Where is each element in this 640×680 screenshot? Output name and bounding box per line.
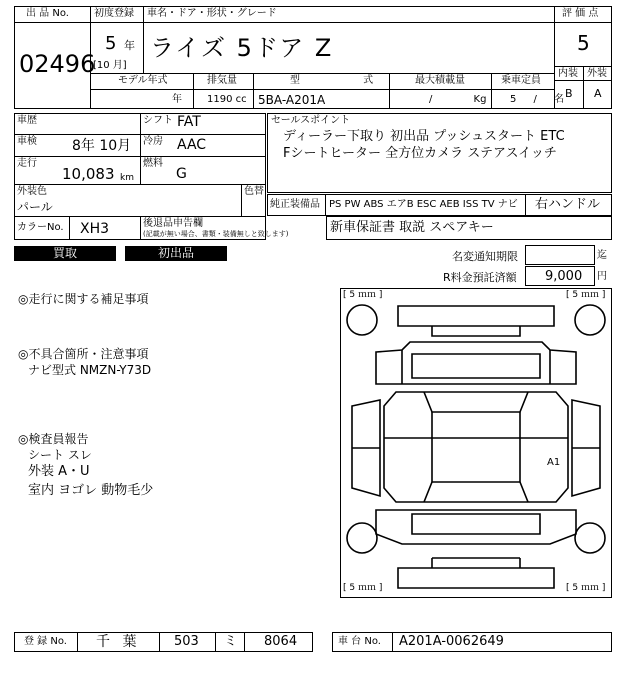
tire-depth-rear-right: [ 5 ｍｍ ] [566, 583, 606, 593]
wheel-front-right [575, 305, 605, 335]
interior-label: 内装 [558, 68, 578, 79]
mileage-label: 走行 [17, 158, 37, 169]
car-outline-diagram [340, 288, 612, 598]
car-name-label: 車名・ドア・形状・グレード [147, 8, 277, 19]
shift-value: FAT [177, 114, 201, 130]
type-value: 5BA-A201A [258, 93, 326, 107]
inspection-label: 車検 [17, 136, 37, 147]
rear-bumper [398, 568, 554, 588]
lot-label: 出 品 No. [26, 8, 69, 19]
rear-view [376, 510, 576, 544]
inspector-report-line2: 外装 A・U [28, 464, 90, 479]
exterior-label: 外装 [587, 68, 607, 79]
model-year-unit: 年 [172, 94, 182, 105]
tire-depth-rear-left: [ 5 ｍｍ ] [343, 583, 383, 593]
documents-value: 新車保証書 取説 スペアキー [330, 220, 494, 235]
max-load-label: 最大積載量 [415, 75, 465, 86]
aftermarket-label: 後退品申告欄 [143, 218, 203, 229]
sales-point-line1: ディーラー下取り 初出品 プッシュスタート ETC [283, 129, 565, 144]
sales-point-label: セールスポイント [271, 115, 351, 126]
wheel-front-left [347, 305, 377, 335]
exterior-grade: A [594, 87, 602, 100]
history-label: 車歴 [17, 115, 37, 126]
defect-notes-label: ◎不具合箇所・注意事項 [18, 347, 149, 361]
damage-mark-a1: A1 [547, 457, 561, 468]
registration-number: 8064 [264, 634, 298, 649]
color-value: パール [17, 200, 53, 214]
chassis-number: A201A-0062649 [399, 634, 504, 649]
recycle-label: R料金預託済額 [443, 271, 517, 284]
registration-kana: ミ [224, 634, 238, 649]
first-reg-year-unit: 年 [124, 39, 135, 52]
inspector-report-label: ◎検査員報告 [18, 432, 89, 446]
front-bumper [398, 306, 554, 326]
first-reg-month: [10 月] [93, 60, 127, 71]
tire-depth-front-left: [ 5 ｍｍ ] [343, 290, 383, 300]
chassis-label: 車 台 No. [338, 636, 381, 647]
car-name: ライズ 5ドア Z [150, 34, 334, 62]
wheel-rear-right [575, 523, 605, 553]
ac-value: AAC [177, 137, 207, 153]
registration-area: 千 葉 [96, 634, 141, 650]
tag-purchase: 買取 [14, 246, 116, 261]
rating-label: 評 価 点 [562, 8, 599, 19]
color-no-label: カラーNo. [17, 222, 64, 233]
tag-first-listing: 初出品 [125, 246, 227, 261]
equipment-label: 純正装備品 [270, 199, 320, 210]
inspection-value: 8年 10月 [72, 138, 132, 154]
shift-label: シフト [143, 115, 173, 126]
aftermarket-note: (記載が無い場合、書類・装備無しと致します) [143, 230, 289, 238]
handle-side: 右ハンドル [535, 197, 601, 212]
max-load-value: / Kg [429, 94, 487, 105]
recycle-unit: 円 [597, 271, 607, 282]
interior-grade: B [565, 87, 573, 100]
fuel-value: G [176, 166, 187, 182]
displacement-label: 排気量 [207, 75, 237, 86]
inspector-report-line1: シート スレ [28, 448, 92, 462]
registration-class: 503 [174, 634, 199, 649]
fuel-label: 燃料 [143, 158, 163, 169]
mileage-value: 10,083 [62, 165, 115, 183]
color-label: 外装色 [17, 186, 47, 197]
rating-value: 5 [577, 31, 590, 55]
capacity-value: 5 / 名 [510, 94, 565, 105]
model-year-label: モデル年式 [118, 75, 168, 86]
type-label: 型 式 [290, 75, 404, 86]
name-change-unit: 迄 [597, 250, 607, 261]
equipment-value: PS PW ABS エアB ESC AEB ISS TV ナビ [329, 199, 518, 210]
inspector-report-line3: 室内 ヨゴレ 動物毛少 [28, 483, 154, 498]
wheel-rear-left [347, 523, 377, 553]
color-no-value: XH3 [80, 221, 110, 237]
name-change-field [525, 245, 595, 265]
tire-depth-front-right: [ 5 ｍｍ ] [566, 290, 606, 300]
registration-label: 登 録 No. [24, 636, 67, 647]
recycle-value: 9,000 [545, 269, 583, 284]
top-view-body [384, 392, 568, 502]
defect-notes-value: ナビ型式 NMZN-Y73D [28, 363, 152, 377]
lot-number: 02496 [19, 50, 96, 78]
capacity-label: 乗車定員 [501, 75, 541, 86]
ac-label: 冷房 [143, 136, 163, 147]
name-change-label: 名変通知期限 [452, 250, 518, 263]
color-change-label: 色替 [244, 186, 264, 197]
driving-notes-label: ◎走行に関する補足事項 [18, 292, 149, 306]
first-reg-label: 初度登録 [94, 8, 134, 19]
displacement-value: 1190 cc [207, 94, 247, 105]
mileage-unit: km [120, 173, 134, 183]
first-reg-year: 5 [105, 33, 117, 54]
sales-point-line2: Fシートヒーター 全方位カメラ ステアスイッチ [283, 146, 557, 161]
